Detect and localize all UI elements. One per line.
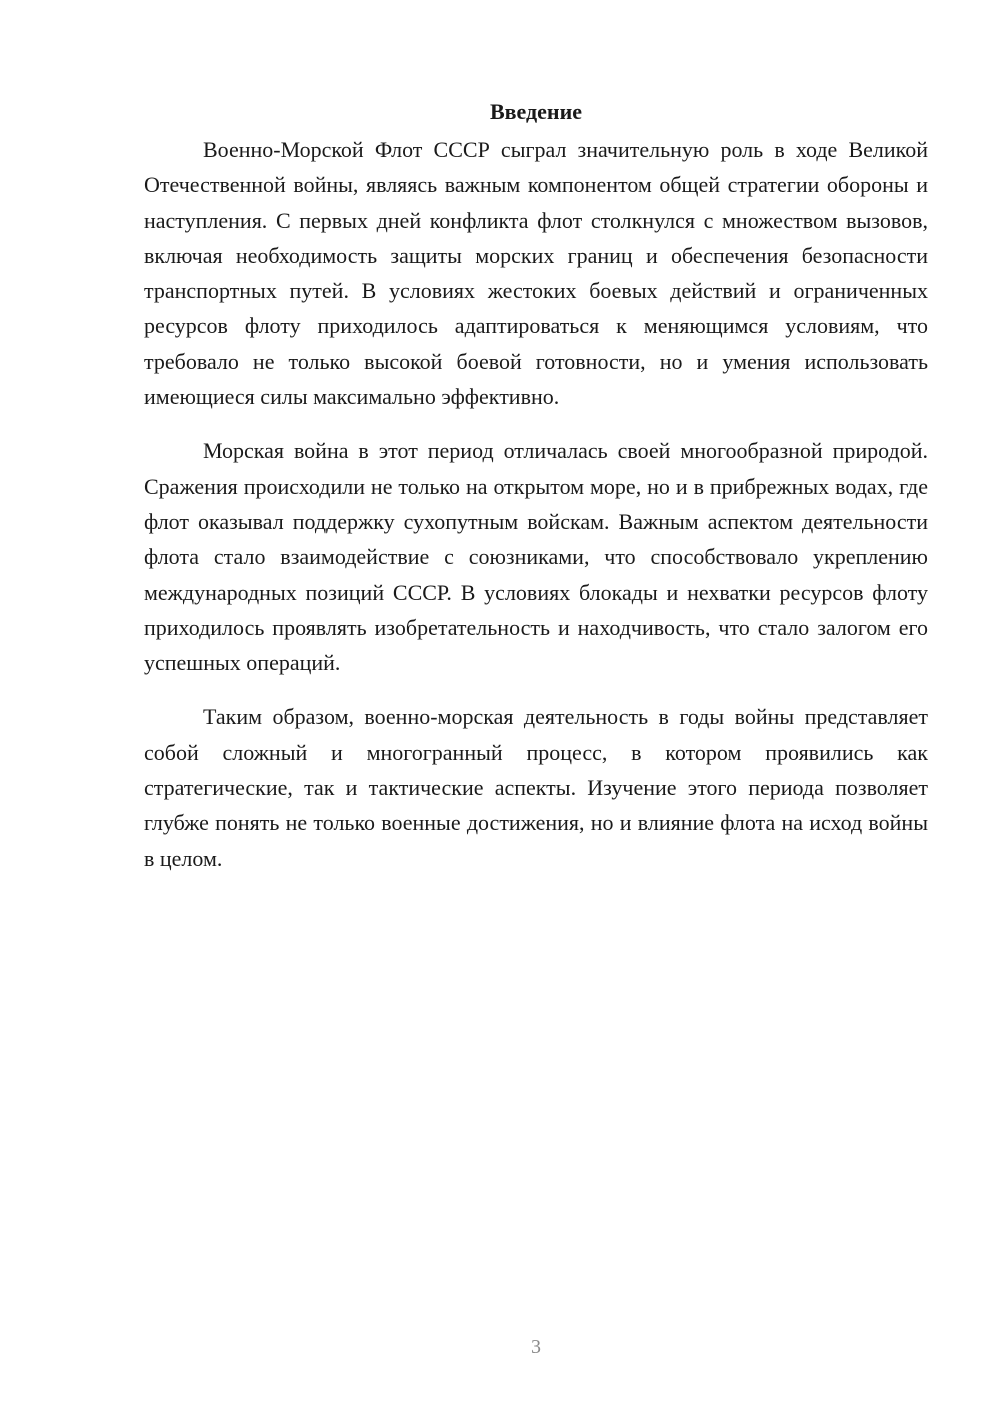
- paragraph-3: Таким образом, военно-морская деятельность в годы войны представляет собой сложный и многогранный процесс, в котором проявились как стратегические, так и тактические аспекты. Изучение этого периода позволяет глубже понять не только военные достижения, но и влияние флота на исход войны в целом.: [144, 704, 928, 871]
- section-heading: Введение: [489, 99, 583, 124]
- paragraph-2: Морская война в этот период отличалась своей многообразной природой. Сражения происходили не только на открытом море, но и в прибрежных водах, где флот оказывал поддержку сухопутным войскам. Важным аспектом деятельности флота стало взаимодействие с союзниками, что способствовало укреплению международных позиций СССР. В условиях блокады и нехватки ресурсов флоту приходилось проявлять изобретательность и находчивость, что стало залогом его успешных операций.: [144, 438, 928, 676]
- paragraph-1: Военно-Морской Флот СССР сыграл значительную роль в ходе Великой Отечественной войны, являясь важным компонентом общей стратегии обороны и наступления. С первых дней конфликта флот столкнулся с множеством вызовов, включая необходимость защиты морских границ и обеспечения безопасности транспортных путей. В условиях жестоких боевых действий и ограниченных ресурсов флоту приходилось адаптироваться к меняющимся условиям, что требовало не только высокой боевой готовности, но и умения использовать имеющиеся силы максимально эффективно.: [144, 137, 928, 410]
- page-content: [144, 96, 928, 895]
- page-number: 3: [531, 1336, 541, 1358]
